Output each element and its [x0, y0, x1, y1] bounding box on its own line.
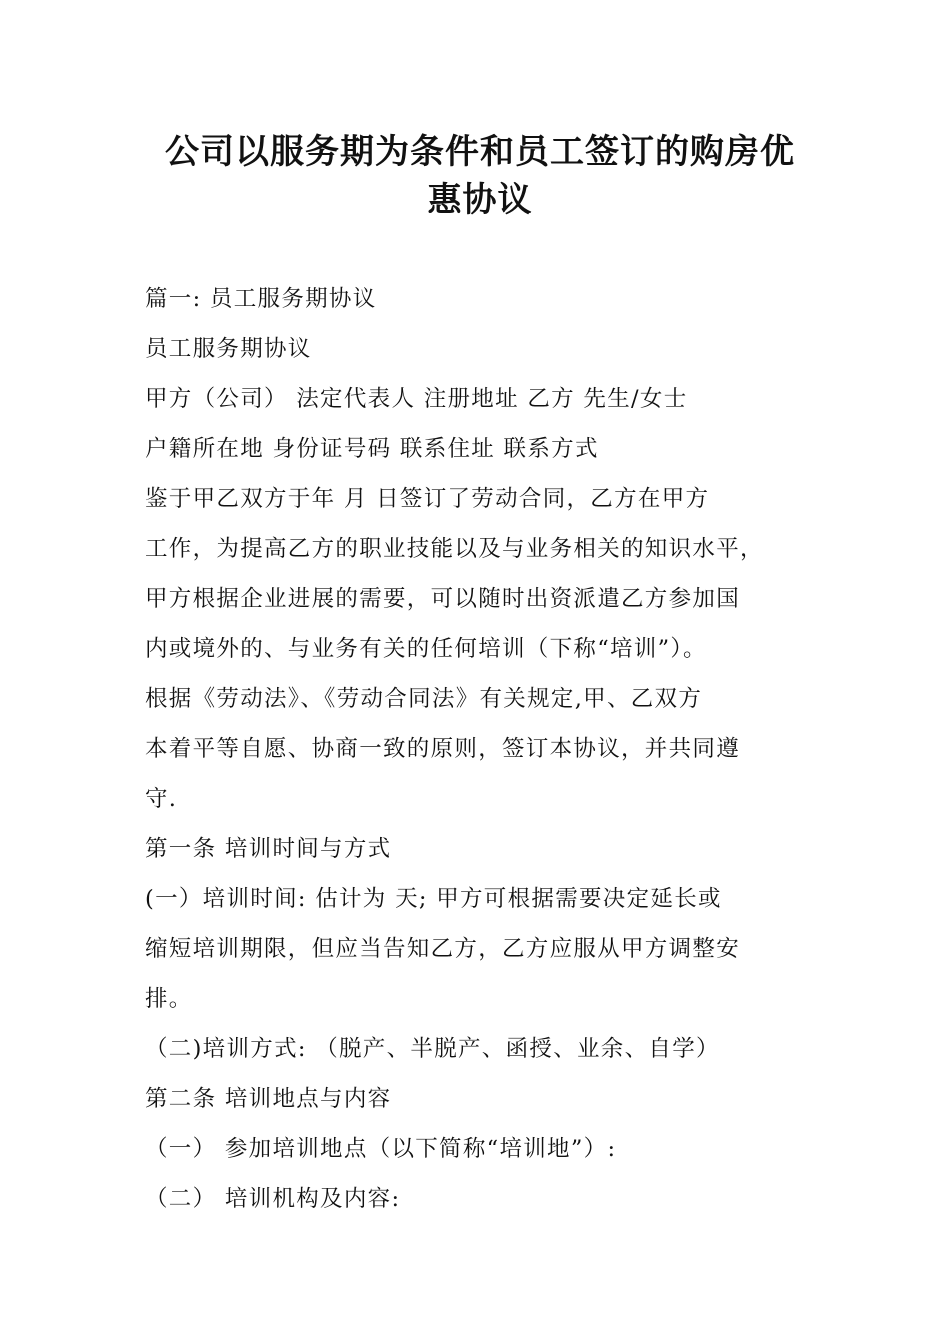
- agreement-heading: 员工服务期协议: [145, 336, 312, 362]
- party-b-details-line: 户籍所在地 身份证号码 联系住址 联系方式: [145, 436, 599, 462]
- training-institution-line: （二） 培训机构及内容:: [145, 1186, 401, 1212]
- body-text-line: 内或境外的、与业务有关的任何培训（下称“培训”）。: [145, 636, 707, 662]
- body-text-line: 守.: [145, 786, 178, 812]
- article-one-heading: 第一条 培训时间与方式: [145, 836, 392, 862]
- body-text-line: 本着平等自愿、协商一致的原则，签订本协议，并共同遵: [145, 736, 741, 762]
- party-a-line: 甲方（公司） 法定代表人 注册地址 乙方 先生/女士: [145, 386, 688, 412]
- body-text-line: (一）培训时间: 估计为 天; 甲方可根据需要决定延长或: [145, 886, 722, 912]
- training-location-line: （一） 参加培训地点（以下简称“培训地”）:: [145, 1136, 617, 1162]
- section-heading-part-one: 篇一: 员工服务期协议: [145, 286, 377, 312]
- training-method-line: （二)培训方式: （脱产、半脱产、函授、业余、自学）: [145, 1036, 720, 1062]
- document-title-line-1: 公司以服务期为条件和员工签订的购房优: [165, 132, 795, 172]
- article-two-heading: 第二条 培训地点与内容: [145, 1086, 392, 1112]
- body-text-line: 缩短培训期限，但应当告知乙方，乙方应服从甲方调整安: [145, 936, 741, 962]
- body-text-line: 甲方根据企业进展的需要，可以随时出资派遣乙方参加国: [145, 586, 741, 612]
- document-title-line-2: 惠协议: [427, 180, 533, 220]
- body-text-line: 排。: [145, 986, 193, 1012]
- body-text-line: 根据《劳动法》、《劳动合同法》有关规定,甲、乙双方: [145, 686, 703, 712]
- body-text-line: 工作，为提高乙方的职业技能以及与业务相关的知识水平，: [145, 536, 764, 562]
- body-text-line: 鉴于甲乙双方于年 月 日签订了劳动合同，乙方在甲方: [145, 486, 710, 512]
